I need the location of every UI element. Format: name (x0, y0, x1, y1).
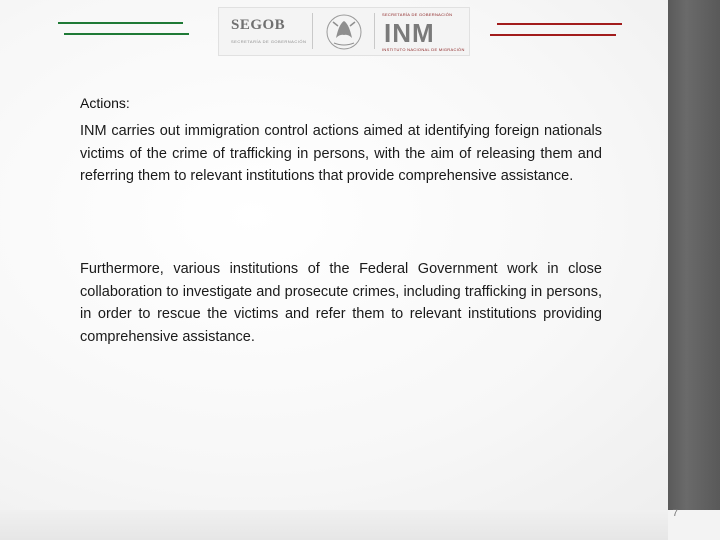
segob-logo: SEGOB (231, 17, 286, 33)
inm-logo: INM (384, 18, 435, 48)
green-header-line-top (58, 22, 183, 24)
inm-bottom-text: INSTITUTO NACIONAL DE MIGRACIÓN (382, 47, 465, 52)
green-header-line-bottom (64, 33, 189, 35)
red-header-line-top (497, 23, 622, 25)
logo-divider (312, 13, 313, 49)
logo-divider (374, 13, 375, 49)
logo-banner (218, 7, 470, 56)
body-paragraph: Furthermore, various institutions of the Federal Government work in close collaboration to investigate and prosecute crimes, including trafficking in persons, in order to rescue the victims and refer them to relevant institutions providing comprehensive assistance. (80, 261, 602, 345)
body-paragraph: INM carries out immigration control actions aimed at identifying foreign nationals victims of the crime of trafficking in persons, with the aim of releasing them and referring them to relevant institutions that provide comprehensive assistance. (80, 123, 602, 184)
right-sidebar (668, 0, 720, 540)
segob-subtitle: SECRETARÍA DE GOBERNACIÓN (231, 39, 307, 44)
page-number: 7 (672, 508, 678, 519)
section-heading: Actions: (80, 95, 130, 111)
mexican-coat-of-arms-icon (319, 10, 369, 52)
red-header-line-bottom (490, 34, 616, 36)
footer-band (0, 510, 668, 540)
inm-top-text: SECRETARÍA DE GOBERNACIÓN (382, 12, 453, 17)
